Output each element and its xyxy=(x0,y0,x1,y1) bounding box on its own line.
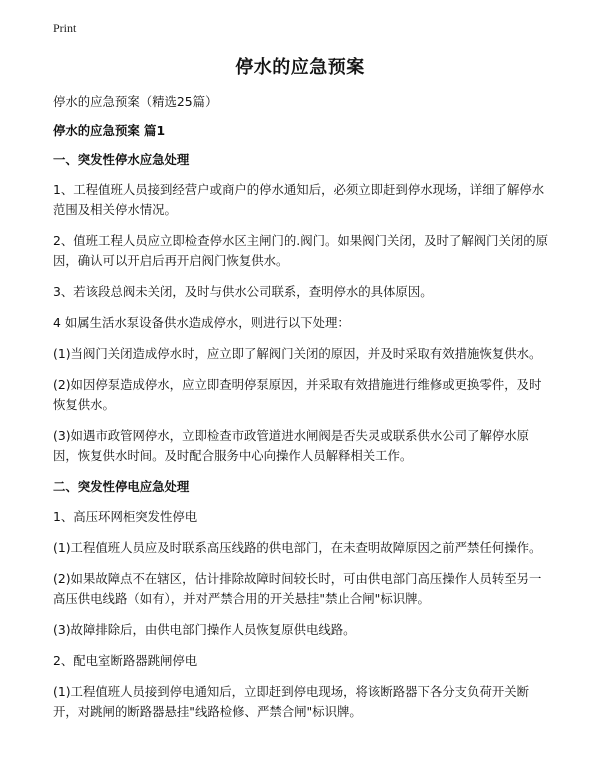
article-heading: 停水的应急预案 篇1 xyxy=(53,123,166,138)
print-label: Print xyxy=(53,21,77,35)
paragraph: 1、高压环网柜突发性停电 xyxy=(53,509,198,524)
document-body xyxy=(53,92,553,733)
document-title: 停水的应急预案 xyxy=(235,57,365,78)
paragraph: (2)如因停泵造成停水，应立即查明停泵原因，并采取有效措施进行维修或更换零件，及时恢复供水。 xyxy=(53,377,542,412)
section-heading: 二、突发性停电应急处理 xyxy=(53,479,190,494)
paragraph: (1)当阀门关闭造成停水时，应立即了解阀门关闭的原因，并及时采取有效措施恢复供水。 xyxy=(53,346,542,361)
paragraph: 2、值班工程人员应立即检查停水区主闸门的.阀门。如果阀门关闭，及时了解阀门关闭的原因，确认可以开启后再开启阀门恢复供水。 xyxy=(53,233,549,268)
paragraph: 4 如属生活水泵设备供水造成停水，则进行以下处理： xyxy=(53,315,350,330)
paragraph: (3)如遇市政管网停水，立即检查市政管道进水闸阀是否失灵或联系供水公司了解停水原因，恢复供水时间。及时配合服务中心向操作人员解释相关工作。 xyxy=(53,428,530,463)
paragraph: 1、工程值班人员接到经营户或商户的停水通知后，必须立即赶到停水现场，详细了解停水范围及相关停水情况。 xyxy=(53,182,545,217)
paragraph: (1)工程值班人员应及时联系高压线路的供电部门，在未查明故障原因之前严禁任何操作。 xyxy=(53,540,542,555)
paragraph: (2)如果故障点不在辖区，估计排除故障时间较长时，可由供电部门高压操作人员转至另一高压供电线路（如有），并对严禁合用的开关悬挂"禁止合闸"标识牌。 xyxy=(53,571,542,606)
paragraph: 2、配电室断路器跳闸停电 xyxy=(53,653,198,668)
section-heading: 一、突发性停水应急处理 xyxy=(53,152,190,167)
paragraph: (1)工程值班人员接到停电通知后，立即赶到停电现场，将该断路器下各分支负荷开关断开，对跳闸的断路器悬挂"线路检修、严禁合闸"标识牌。 xyxy=(53,684,530,719)
paragraph: 3、若该段总阀未关闭，及时与供水公司联系，查明停水的具体原因。 xyxy=(53,284,433,299)
paragraph: (3)故障排除后，由供电部门操作人员恢复原供电线路。 xyxy=(53,622,356,637)
document-subtitle: 停水的应急预案（精选25篇） xyxy=(53,94,218,109)
